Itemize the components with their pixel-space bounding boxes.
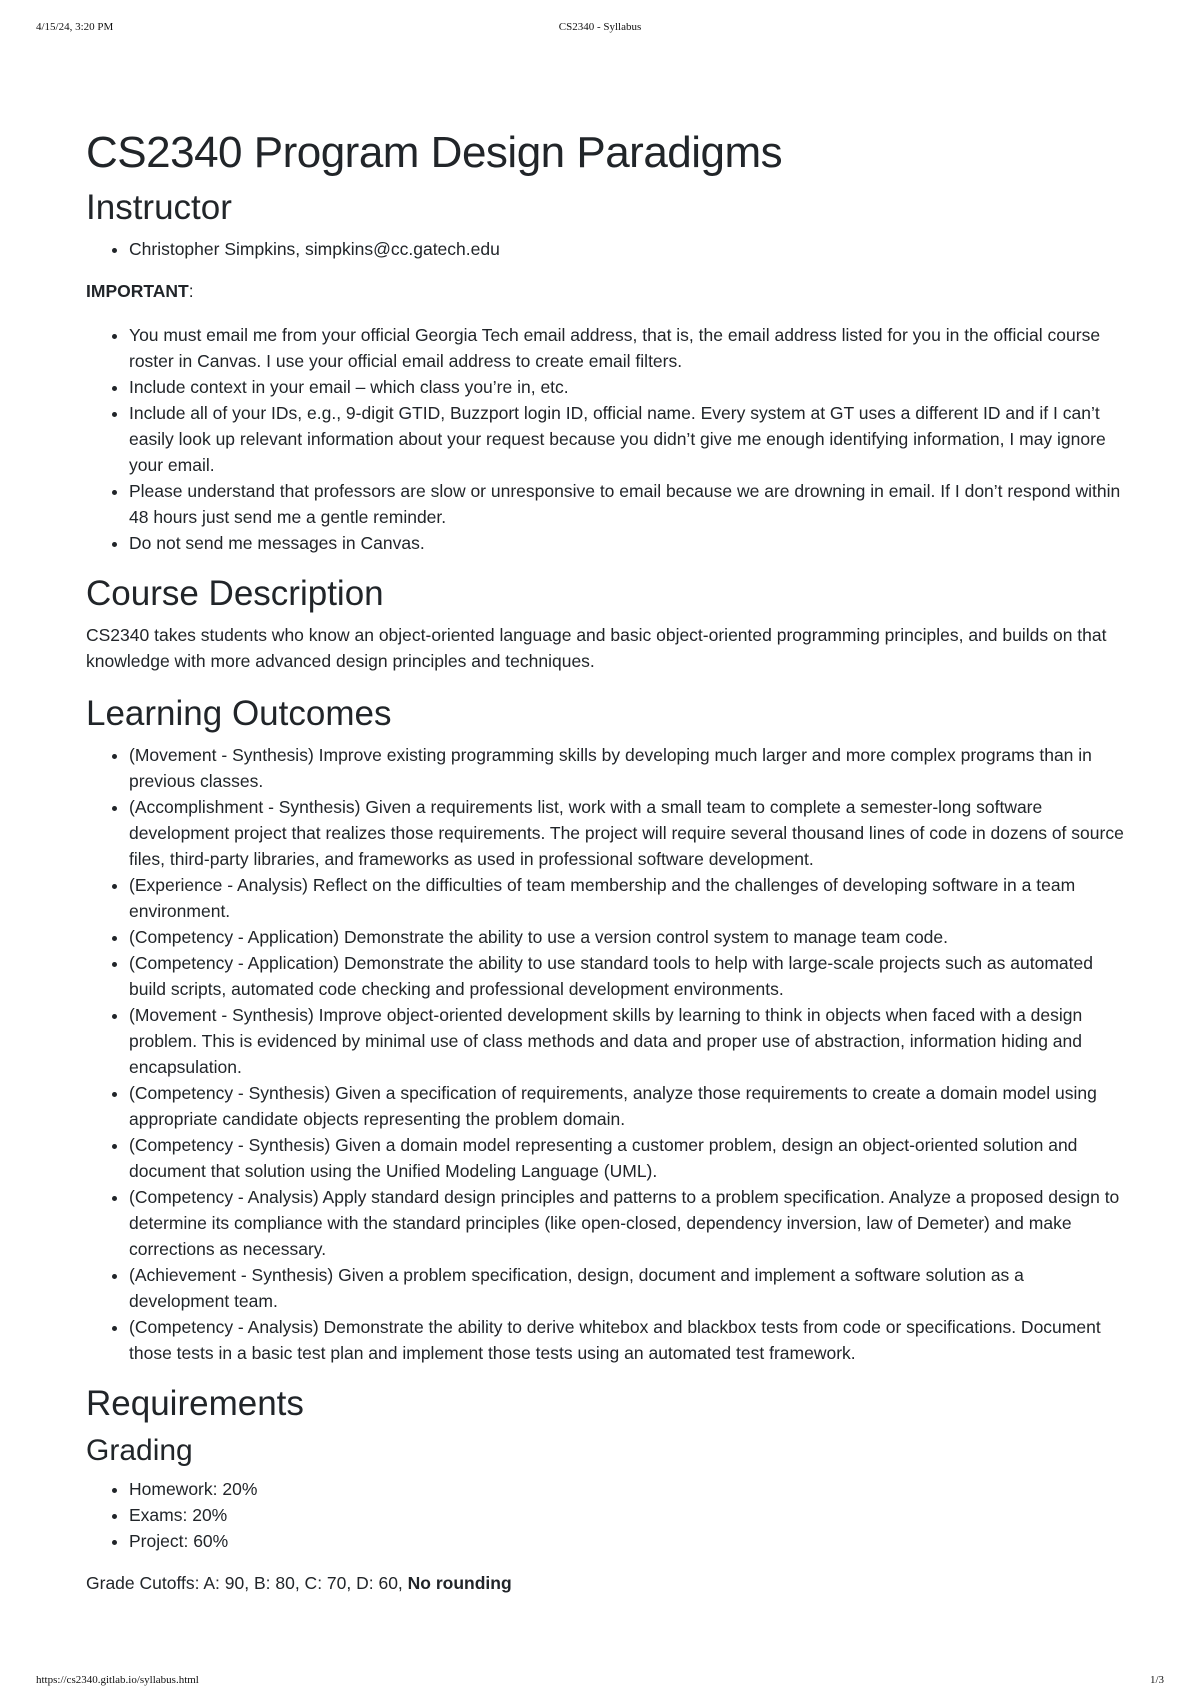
- grading-list: [86, 1476, 1126, 1554]
- list-item: • Include all of your IDs, e.g., 9-digit GTID, Buzzport login ID, official name. Every system at GT uses a different ID and if I can’t easily look up relevant information about your request because you didn’t give me enough identifying information, I may ignore your email.: [129, 400, 1126, 478]
- list-item: • (Competency - Analysis) Apply standard design principles and patterns to a problem specification. Analyze a proposed design to determine its compliance with the standard principles (like open-closed, dependency inversion, law of Demeter) and make corrections as necessary.: [129, 1184, 1126, 1262]
- important-label: IMPORTANT: [86, 281, 189, 301]
- learning-outcomes-list: [86, 742, 1126, 1366]
- list-item: • You must email me from your official Georgia Tech email address, that is, the email address listed for you in the official course roster in Canvas. I use your official email address to create email filters.: [129, 322, 1126, 374]
- important-list: [86, 322, 1126, 556]
- print-datetime: 4/15/24, 3:20 PM: [36, 21, 114, 33]
- list-item: • (Accomplishment - Synthesis) Given a requirements list, work with a small team to complete a semester-long software development project that realizes those requirements. The project will require several thousand lines of code in dozens of source files, third-party libraries, and frameworks as used in professional software development.: [129, 794, 1126, 872]
- list-item: • (Competency - Synthesis) Given a domain model representing a customer problem, design an object-oriented solution and document that solution using the Unified Modeling Language (UML).: [129, 1132, 1126, 1184]
- course-description-heading: Course Description: [86, 574, 384, 613]
- list-item: • (Competency - Application) Demonstrate the ability to use standard tools to help with large-scale projects such as automated build scripts, automated code checking and professional development environments.: [129, 950, 1126, 1002]
- list-item: • Include context in your email – which class you’re in, etc.: [129, 374, 1126, 400]
- important-suffix: :: [188, 281, 194, 301]
- course-description-text: CS2340 takes students who know an object-oriented language and basic object-oriented programming principles, and builds on that knowledge with more advanced design principles and techniques.: [86, 625, 1107, 671]
- instructor-list: [86, 236, 1126, 262]
- print-title: CS2340 - Syllabus: [558, 21, 642, 33]
- list-item: • (Competency - Synthesis) Given a specification of requirements, analyze those requirements to create a domain model using appropriate candidate objects representing the problem domain.: [129, 1080, 1126, 1132]
- grade-cutoffs-text: Grade Cutoffs: A: 90, B: 80, C: 70, D: 60,: [86, 1573, 408, 1593]
- grade-cutoffs: [86, 1570, 1126, 1596]
- grading-heading: Grading: [86, 1434, 193, 1467]
- list-item: • Exams: 20%: [129, 1502, 1126, 1528]
- no-rounding-note: No rounding: [407, 1573, 512, 1593]
- list-item: • (Competency - Analysis) Demonstrate the ability to derive whitebox and blackbox tests from code or specifications. Document those tests in a basic test plan and implement those tests using an automated test framework.: [129, 1314, 1126, 1366]
- syllabus-content: [86, 124, 1126, 1614]
- instructor-heading: Instructor: [86, 188, 232, 227]
- list-item: • Please understand that professors are slow or unresponsive to email because we are drowning in email. If I don’t respond within 48 hours just send me a gentle reminder.: [129, 478, 1126, 530]
- list-item: • (Movement - Synthesis) Improve existing programming skills by developing much larger and more complex programs than in previous classes.: [129, 742, 1126, 794]
- important-note: [86, 278, 1126, 304]
- list-item: • (Competency - Application) Demonstrate the ability to use a version control system to manage team code.: [129, 924, 1126, 950]
- list-item: • Do not send me messages in Canvas.: [129, 530, 1126, 556]
- page-title: CS2340 Program Design Paradigms: [86, 128, 783, 177]
- instructor-item: • Christopher Simpkins, simpkins@cc.gatech.edu: [129, 236, 1126, 262]
- list-item: • Homework: 20%: [129, 1476, 1126, 1502]
- page-number: 1/3: [1149, 1674, 1164, 1686]
- list-item: • (Movement - Synthesis) Improve object-oriented development skills by learning to think in objects when faced with a design problem. This is evidenced by minimal use of class methods and data and proper use of abstraction, information hiding and encapsulation.: [129, 1002, 1126, 1080]
- list-item: • Project: 60%: [129, 1528, 1126, 1554]
- list-item: • (Achievement - Synthesis) Given a problem specification, design, document and implement a software solution as a development team.: [129, 1262, 1126, 1314]
- learning-outcomes-heading: Learning Outcomes: [86, 694, 392, 733]
- requirements-heading: Requirements: [86, 1384, 304, 1423]
- list-item: • (Experience - Analysis) Reflect on the difficulties of team membership and the challenges of developing software in a team environment.: [129, 872, 1126, 924]
- print-url: https://cs2340.gitlab.io/syllabus.html: [36, 1674, 199, 1686]
